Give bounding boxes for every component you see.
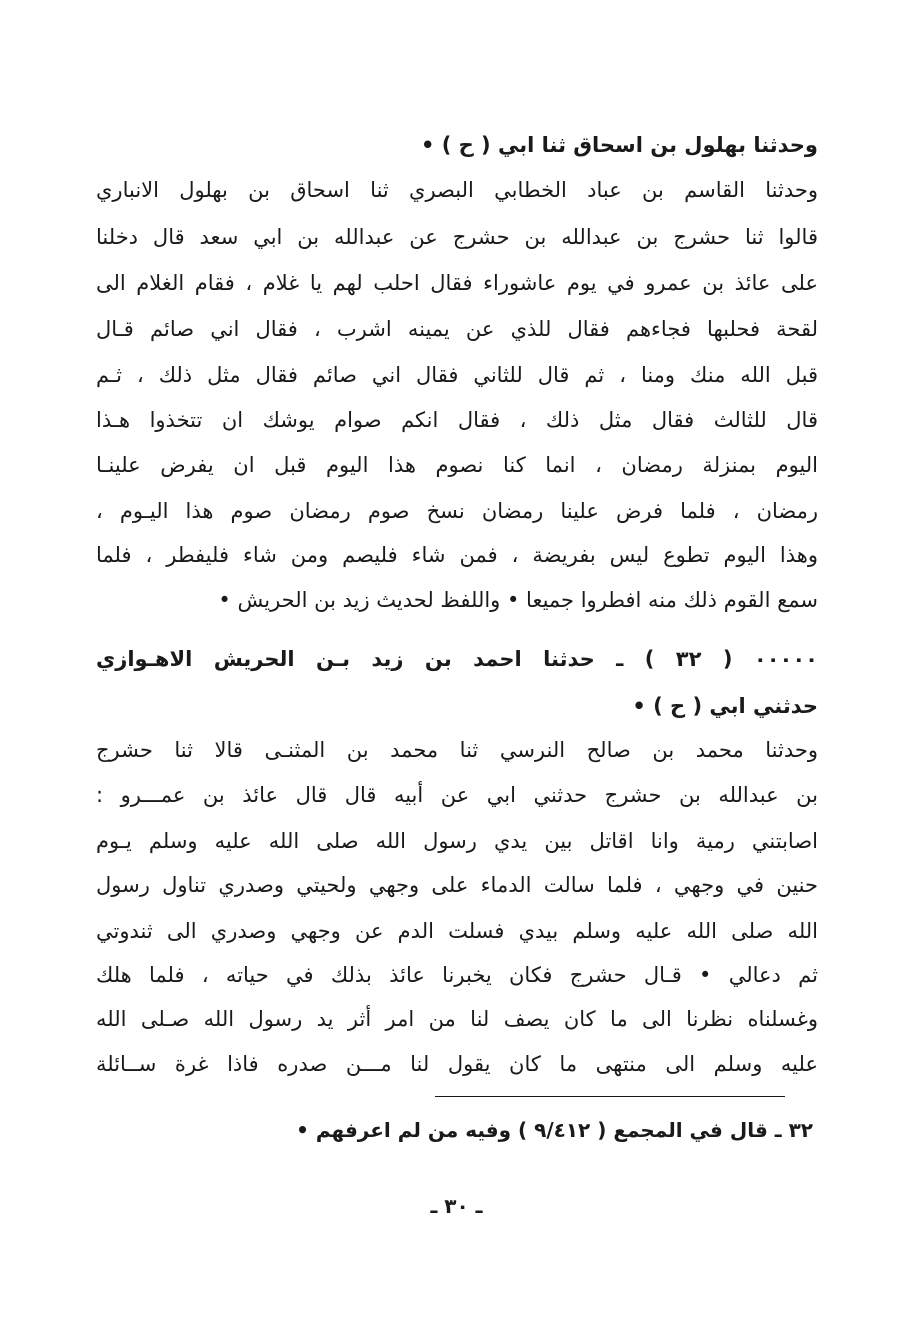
text-line: حنين في وجهي ، فلما سالت الدماء على وجهي ولحيتي وصدري تناول رسول (96, 873, 818, 897)
text-line: وهذا اليوم تطوع ليس بفريضة ، فمن شاء فليصم ومن شاء فليفطر ، فلما (96, 543, 818, 567)
text-line: بن عبدالله بن حشرج حدثني ابي عن أبيه قال قال عائذ بن عمـــرو : (96, 783, 818, 807)
text-line: عليه وسلم الى منتهى ما كان يقول لنا مـــن صدره فاذا غرة ســائلة (96, 1052, 818, 1076)
text-line: وحدثنا بهلول بن اسحاق ثنا ابي ( ح ) • (420, 133, 818, 157)
text-line: وحدثنا القاسم بن عباد الخطابي البصري ثنا اسحاق بن بهلول الانباري (96, 178, 818, 202)
footnote-divider (435, 1096, 785, 1097)
text-line: اصابتني رمية وانا اقاتل بين يدي رسول الله صلى الله عليه وسلم يـوم (96, 829, 818, 853)
footnote: ٣٢ ـ قال في المجمع ( ٩/٤١٢ ) وفيه من لم اعرفهم • (296, 1118, 813, 1142)
text-line: رمضان ، فلما فرض علينا رمضان نسخ صوم رمضان صوم هذا اليـوم ، (96, 499, 818, 523)
text-line: قال للثالث فقال مثل ذلك ، فقال انكم صوام يوشك ان تتخذوا هـذا (96, 408, 818, 432)
text-line: حدثني ابي ( ح ) • (632, 694, 818, 718)
text-line: الله صلى الله عليه وسلم بيدي فسلت الدم عن وجهي وصدري الى ثندوتي (96, 919, 818, 943)
text-line: على عائذ بن عمرو في يوم عاشوراء فقال احلب لهم يا غلام ، فقام الغلام الى (96, 271, 818, 295)
text-line: قبل الله منك ومنا ، ثم قال للثاني فقال اني صائم فقال مثل ذلك ، ثـم (96, 363, 818, 387)
text-line: سمع القوم ذلك منه افطروا جميعا • واللفظ لحديث زيد بن الحريش • (218, 588, 818, 612)
text-line: وغسلناه نظرنا الى ما كان يصف لنا من امر أثر يد رسول الله صـلى الله (96, 1007, 818, 1031)
text-line: لقحة فحلبها فجاءهم فقال للذي عن يمينه اشرب ، فقال اني صائم قـال (96, 317, 818, 341)
text-line: وحدثنا محمد بن صالح النرسي ثنا محمد بن المثنـى قالا ثنا حشرج (96, 738, 818, 762)
text-line: اليوم بمنزلة رمضان ، انما كنا نصوم هذا اليوم قبل ان يفرض علينـا (96, 453, 818, 477)
page-number: ـ ٣٠ ـ (430, 1194, 483, 1218)
text-line: ثم دعالي • قـال حشرج فكان يخبرنا عائذ بذلك في حياته ، فلما هلك (96, 963, 818, 987)
hadith-heading: ٠٠٠٠٠ ( ٣٢ ) ـ حدثنا احمد بن زيد بـن الحريش الاهـوازي (96, 647, 818, 671)
text-line: قالوا ثنا حشرج بن عبدالله بن حشرج عن عبدالله بن ابي سعد قال دخلنا (96, 225, 818, 249)
